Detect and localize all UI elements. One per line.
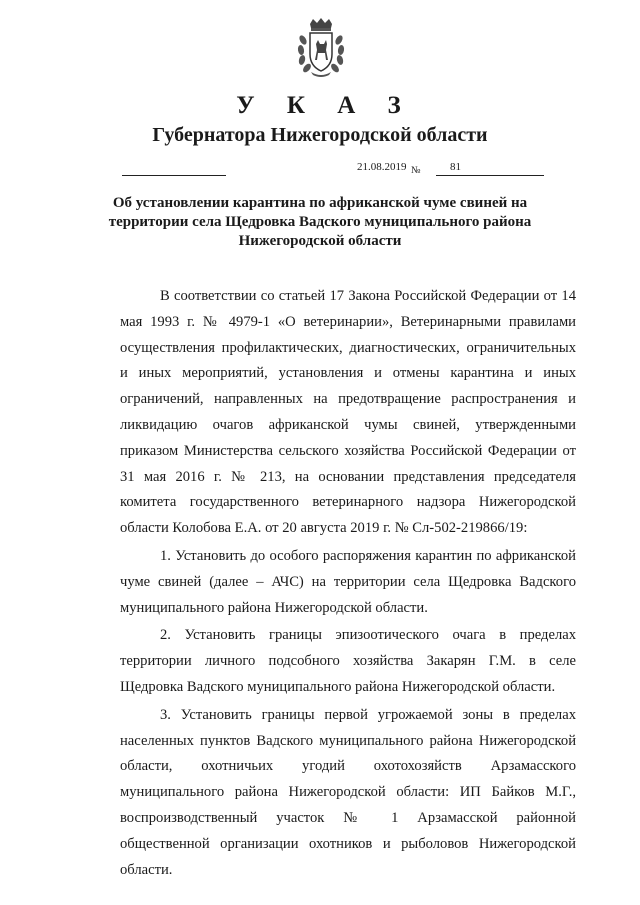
date-number-row bbox=[0, 160, 640, 182]
number-label: № bbox=[411, 165, 422, 176]
coat-of-arms-icon bbox=[297, 18, 345, 78]
document-body bbox=[120, 284, 576, 883]
document-number: 81 bbox=[450, 161, 461, 173]
document-heading: Об установлении карантина по африканской чуме свиней на территории села Щедровка Вадского муниципального района Нижегородской области bbox=[108, 195, 532, 249]
document-date: 21.08.2019 bbox=[357, 161, 407, 173]
clause-paragraph: 1. Установить до особого распоряжения карантин по африканской чуме свиней (далее – АЧС) на территории села Щедровка Вадского муниципального района Нижегородской области. bbox=[120, 547, 576, 616]
preamble-paragraph: В соответствии со статьей 17 Закона Российской Федерации от 14 мая 1993 г. № 4979-1 «О ветеринарии», Ветеринарными правилами осуществления профилактических, диагностических, ограничительных и иных мероприятий, установления и отмены карантина и иных ограничений, направленных на предотвращение распространения и ликвидацию очагов африканской чумы свиней, утвержденными приказом Министерства сельского хозяйства Российской Федерации от 31 мая 2016 г. № 213, на основании представления председателя комитета государственного ветеринарного надзора Нижегородской области Колобова Е.А. от 20 августа 2019 г. № Сл-502-219866/19: bbox=[120, 288, 576, 537]
clause-paragraph: 3. Установить границы первой угрожаемой зоны в пределах населенных пунктов Вадского муниципального района Нижегородской области, охотничьих угодий охотохозяйств Арзамасского муниципального района Нижегородской области: ИП Байков М.Г., воспроизводственный участок № 1 Арзамасской районной общественной организации охотников и рыболовов Нижегородской области. bbox=[120, 706, 576, 878]
clause-paragraph: 2. Установить границы эпизоотического очага в пределах территории личного подсобного хозяйства Закарян Г.М. в селе Щедровка Вадского муниципального района Нижегородской области. bbox=[120, 627, 576, 695]
issuer-subtitle: Губернатора Нижегородской области bbox=[152, 124, 488, 146]
document-type-title: У К А З bbox=[236, 92, 414, 119]
number-line bbox=[436, 175, 544, 176]
blank-line bbox=[122, 175, 226, 176]
